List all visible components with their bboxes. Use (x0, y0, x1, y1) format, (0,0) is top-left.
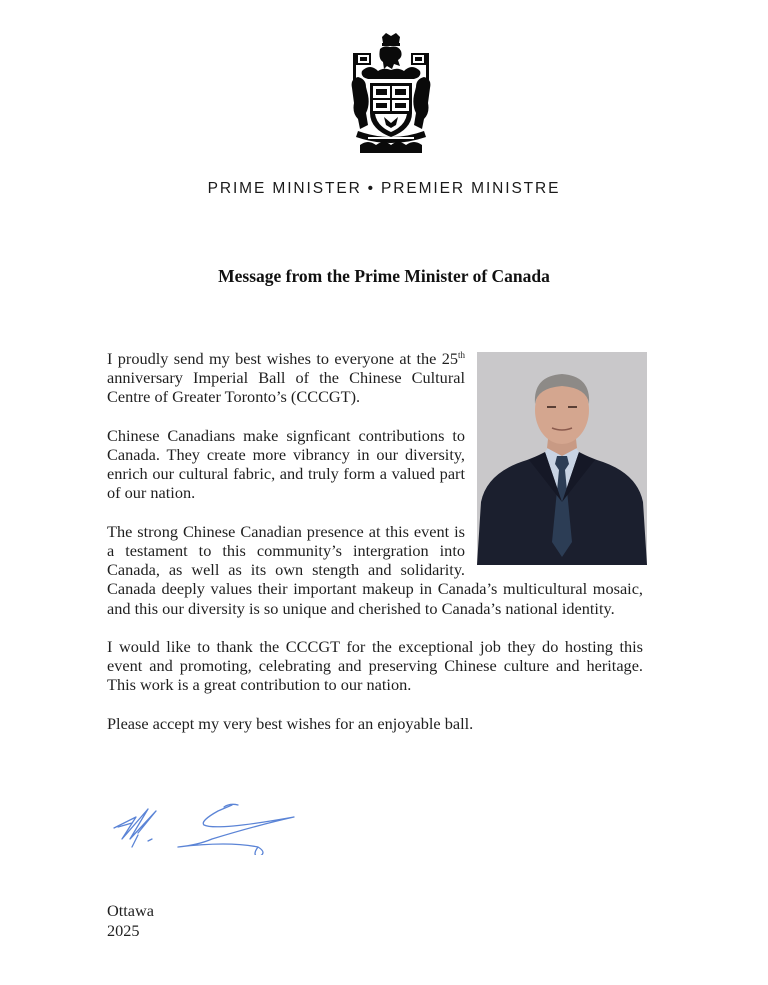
document-title: Message from the Prime Minister of Canada (218, 266, 550, 286)
anniversary-number: 25 (441, 349, 458, 368)
portrait-photo (477, 352, 647, 565)
signature-icon (108, 795, 308, 855)
paragraph-3: The strong Chinese Canadian presence at this event is a testament to this community’s intergration into Canada, as well as its own stength and solidarity. Canada deeply values their important makeup in Canada’s multicultural mosaic, and this our diversity is so unique and cherished to Canada’s national identity. (107, 521, 643, 618)
closing-block (107, 901, 154, 941)
office-title-fr: PREMIER MINISTRE (381, 180, 561, 197)
separator-dot: • (367, 180, 375, 197)
paragraph-1-text-b: anniversary Imperial Ball of the Chinese Cultural Centre of Greater Toronto’s (CCCGT). (107, 368, 465, 407)
letterhead-office (0, 180, 768, 198)
paragraph-2: Chinese Canadians make signficant contributions to Canada. They create more vibrancy in our diversity, enrich our cultural fabric, and truly form a valued part of our nation. (107, 425, 465, 503)
coat-of-arms-icon (348, 33, 434, 157)
message-body (107, 349, 643, 752)
office-title-en: PRIME MINISTER (207, 180, 362, 197)
closing-place: Ottawa (107, 901, 155, 920)
paragraph-1-text-a: I proudly send my best wishes to everyone at the (107, 349, 442, 368)
ordinal-suffix: th (457, 350, 465, 360)
paragraph-4: I would like to thank the CCCGT for the exceptional job they do hosting this event and promoting, celebrating and preserving Chinese culture and heritage. This work is a great contribution to our nation. (107, 637, 643, 695)
paragraph-5: Please accept my very best wishes for an enjoyable ball. (107, 713, 474, 733)
closing-year: 2025 (107, 921, 140, 940)
